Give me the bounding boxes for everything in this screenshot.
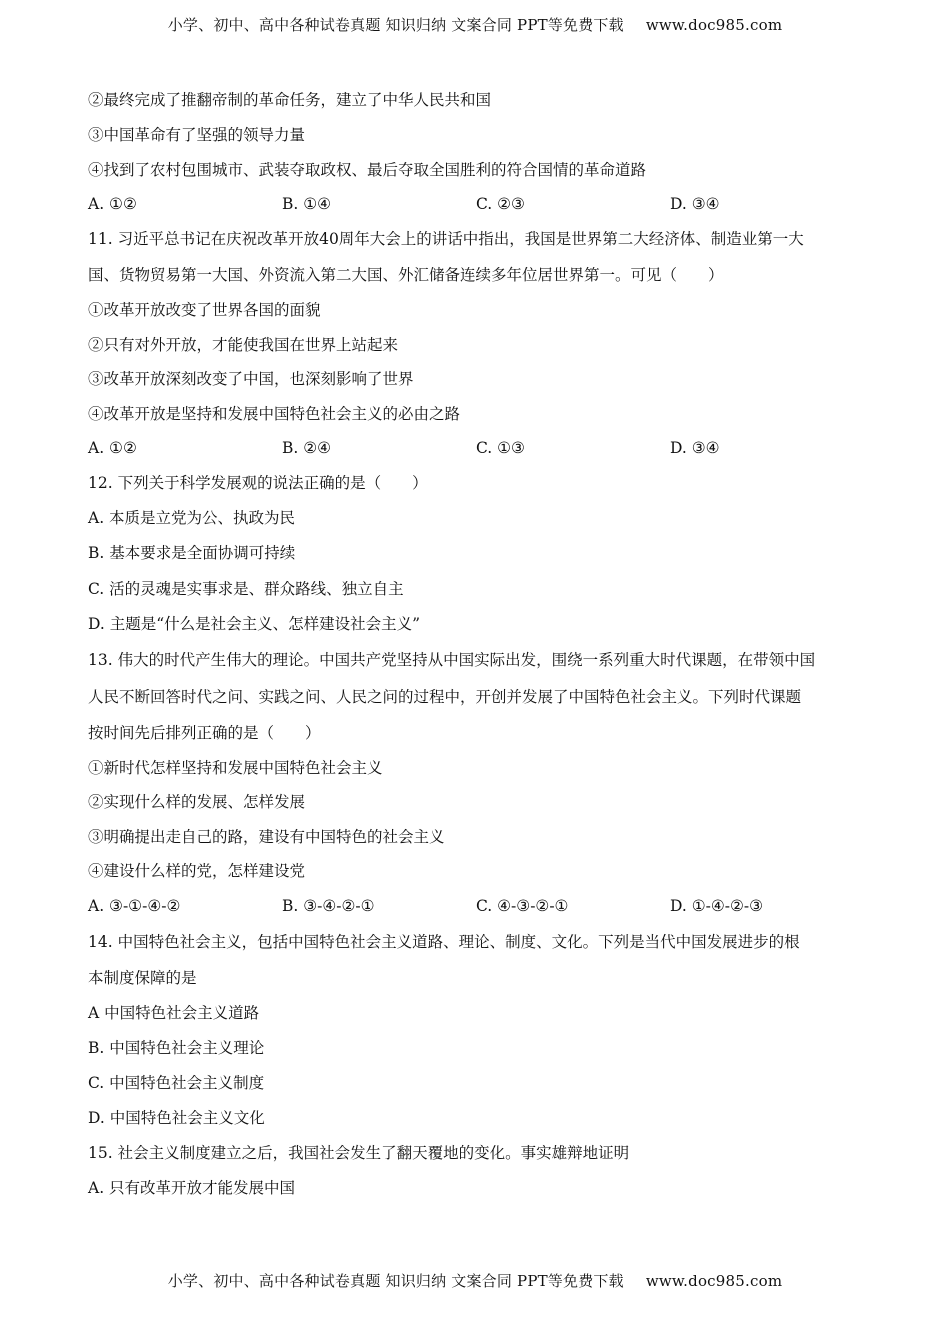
q13-item-2: ②实现什么样的发展、怎样发展 — [88, 793, 306, 811]
q13-stem-line1: 13. 伟大的时代产生伟大的理论。中国共产党坚持从中国实际出发，围绕一系列重大时代课题，在带领中国 — [88, 651, 816, 669]
q13-options — [88, 896, 868, 916]
q14-choice-a[interactable]: A 中国特色社会主义道路 — [88, 1004, 260, 1022]
q11-option-a[interactable]: A. ①② — [88, 439, 137, 457]
q14-choice-b[interactable]: B. 中国特色社会主义理论 — [88, 1039, 265, 1057]
q13-option-d[interactable]: D. ①-④-②-③ — [670, 897, 764, 915]
q10-item-3: ③中国革命有了坚强的领导力量 — [88, 126, 306, 144]
q13-item-1: ①新时代怎样坚持和发展中国特色社会主义 — [88, 759, 383, 777]
q14-stem-line1: 14. 中国特色社会主义，包括中国特色社会主义道路、理论、制度、文化。下列是当代中国发展进步的根 — [88, 933, 800, 951]
q11-option-d[interactable]: D. ③④ — [670, 439, 720, 457]
header-text: 小学、初中、高中各种试卷真题 知识归纳 文案合同 PPT等免费下载 — [167, 16, 624, 34]
q13-stem-line2: 人民不断回答时代之问、实践之问、人民之问的过程中，开创并发展了中国特色社会主义。下列时代课题 — [88, 688, 802, 706]
header-site-link[interactable]: www.doc985.com — [645, 16, 783, 34]
q12-choice-d[interactable]: D. 主题是“什么是社会主义、怎样建设社会主义” — [88, 615, 421, 633]
q13-item-3: ③明确提出走自己的路，建设有中国特色的社会主义 — [88, 828, 445, 846]
q11-stem-line2: 国、货物贸易第一大国、外资流入第二大国、外汇储备连续多年位居世界第一。可见（ ） — [88, 266, 724, 284]
q13-option-a[interactable]: A. ③-①-④-② — [88, 897, 181, 915]
page-footer — [0, 1270, 950, 1291]
q13-item-4: ④建设什么样的党，怎样建设党 — [88, 862, 306, 880]
q15-stem: 15. 社会主义制度建立之后，我国社会发生了翻天覆地的变化。事实雄辩地证明 — [88, 1144, 630, 1162]
q13-option-b[interactable]: B. ③-④-②-① — [282, 897, 375, 915]
q10-option-c[interactable]: C. ②③ — [476, 195, 525, 213]
q11-item-4: ④改革开放是坚持和发展中国特色社会主义的必由之路 — [88, 405, 461, 423]
q10-item-4: ④找到了农村包围城市、武装夺取政权、最后夺取全国胜利的符合国情的革命道路 — [88, 161, 647, 179]
q10-item-2: ②最终完成了推翻帝制的革命任务，建立了中华人民共和国 — [88, 91, 492, 109]
q14-stem-line2: 本制度保障的是 — [88, 969, 197, 987]
q12-choice-c[interactable]: C. 活的灵魂是实事求是、群众路线、独立自主 — [88, 580, 404, 598]
q11-option-c[interactable]: C. ①③ — [476, 439, 525, 457]
q11-option-b[interactable]: B. ②④ — [282, 439, 332, 457]
q11-stem-line1: 11. 习近平总书记在庆祝改革开放40周年大会上的讲话中指出，我国是世界第二大经济体、制造业第一大 — [88, 230, 804, 248]
q10-option-a[interactable]: A. ①② — [88, 195, 137, 213]
q11-item-2: ②只有对外开放，才能使我国在世界上站起来 — [88, 336, 399, 354]
q12-choice-a[interactable]: A. 本质是立党为公、执政为民 — [88, 509, 296, 527]
q11-item-1: ①改革开放改变了世界各国的面貌 — [88, 301, 321, 319]
q14-choice-c[interactable]: C. 中国特色社会主义制度 — [88, 1074, 265, 1092]
q13-option-c[interactable]: C. ④-③-②-① — [476, 897, 569, 915]
q10-options — [88, 194, 868, 214]
q14-choice-d[interactable]: D. 中国特色社会主义文化 — [88, 1109, 265, 1127]
footer-text: 小学、初中、高中各种试卷真题 知识归纳 文案合同 PPT等免费下载 — [167, 1272, 624, 1290]
q10-option-d[interactable]: D. ③④ — [670, 195, 720, 213]
q12-choice-b[interactable]: B. 基本要求是全面协调可持续 — [88, 544, 296, 562]
q10-option-b[interactable]: B. ①④ — [282, 195, 332, 213]
q15-choice-a[interactable]: A. 只有改革开放才能发展中国 — [88, 1179, 296, 1197]
q11-item-3: ③改革开放深刻改变了中国，也深刻影响了世界 — [88, 370, 414, 388]
page-header — [0, 14, 950, 35]
q11-options — [88, 438, 868, 458]
q12-stem: 12. 下列关于科学发展观的说法正确的是（ ） — [88, 474, 428, 492]
footer-site-link[interactable]: www.doc985.com — [645, 1272, 783, 1290]
q13-stem-line3: 按时间先后排列正确的是（ ） — [88, 724, 321, 742]
